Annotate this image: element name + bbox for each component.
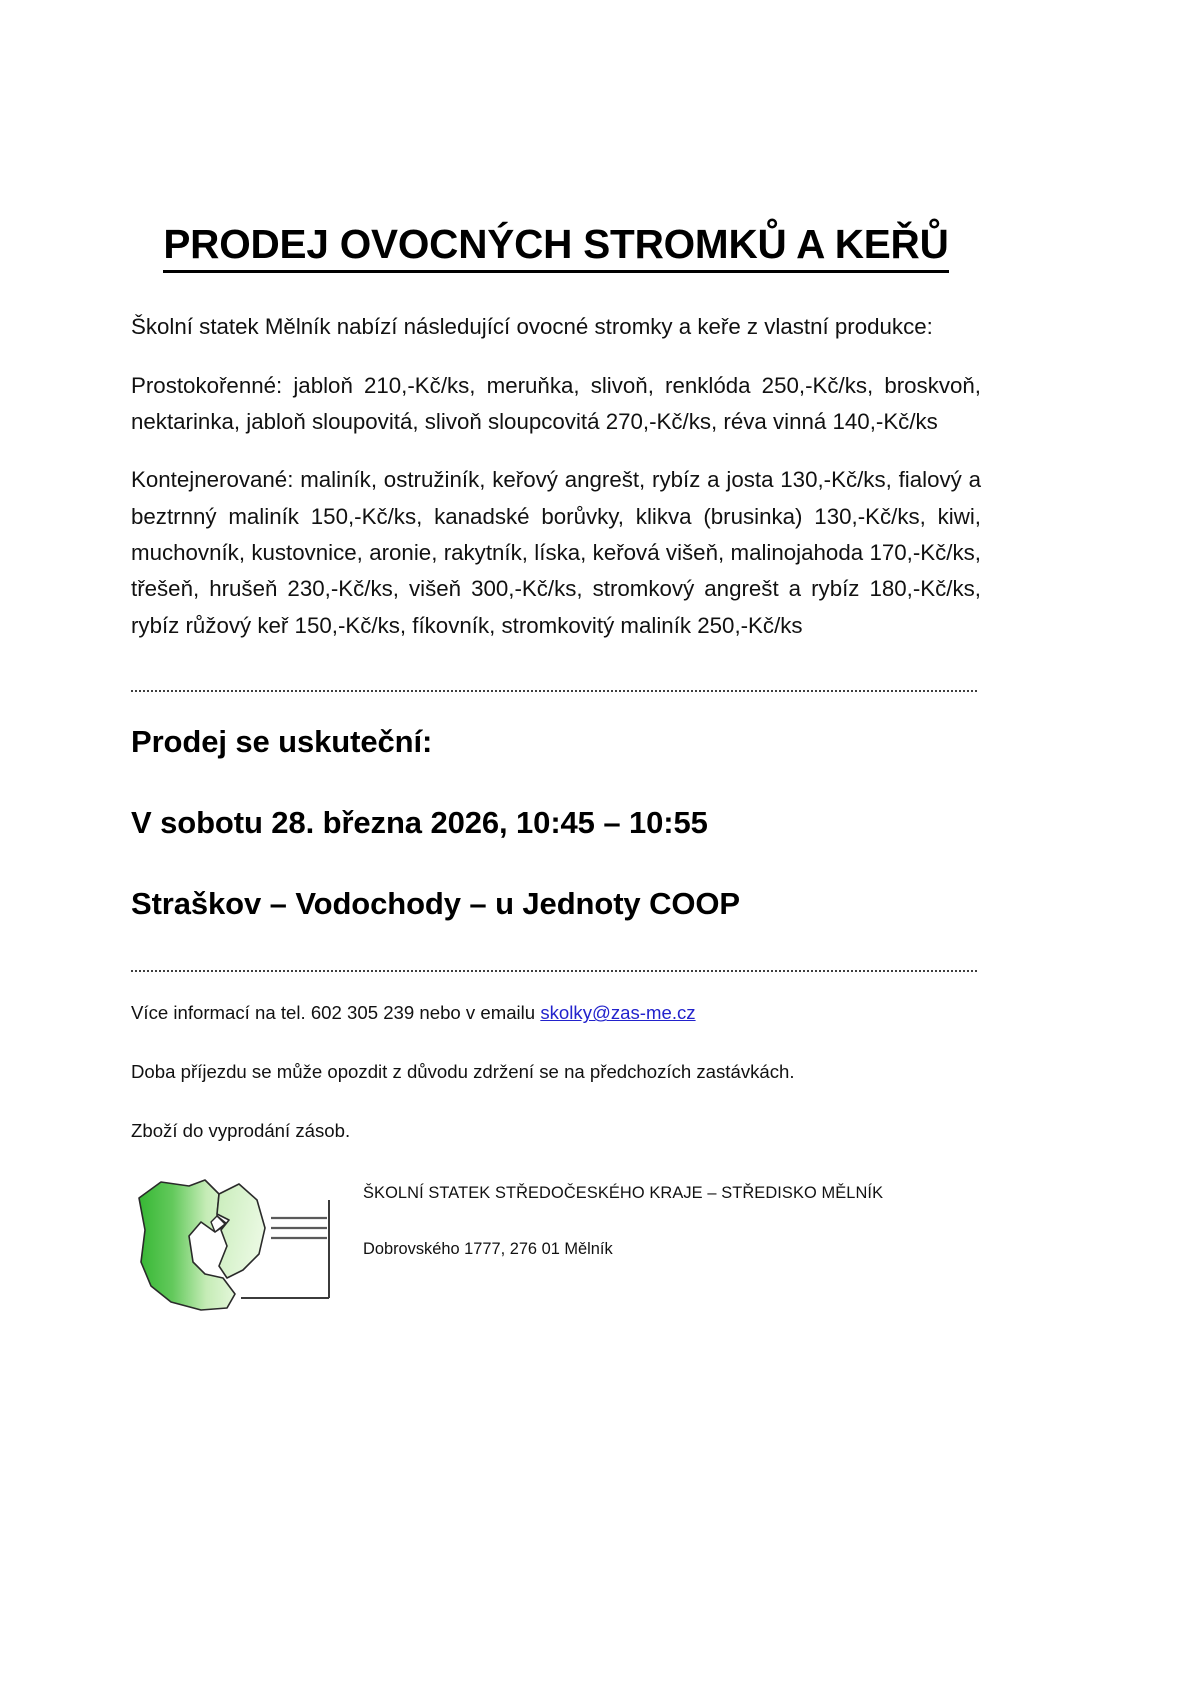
delay-note: Doba příjezdu se může opozdit z důvodu zdržení se na předchozích zastávkách. — [131, 1061, 795, 1083]
sale-heading: Prodej se uskuteční: — [131, 724, 433, 760]
organization-address: Dobrovského 1777, 276 01 Mělník — [363, 1240, 613, 1258]
map-lobe-east — [217, 1184, 265, 1278]
divider-top — [131, 690, 977, 692]
sale-details-block — [131, 723, 981, 923]
intro-paragraph: Školní statek Mělník nabízí následující ovocné stromky a keře z vlastní produkce: — [131, 314, 933, 340]
contact-line — [131, 999, 981, 1027]
email-link[interactable]: skolky@zas-me.cz — [540, 1002, 696, 1024]
letterhead-lines — [271, 1218, 327, 1238]
divider-bottom — [131, 970, 977, 972]
page-title — [131, 0, 981, 273]
organization-logo — [131, 1170, 361, 1320]
sale-date: V sobotu 28. března 2026, 10:45 – 10:55 — [131, 804, 708, 840]
document-content — [131, 0, 981, 1320]
map-shape-icon — [131, 1170, 361, 1320]
bare-root-paragraph: Prostokořenné: jabloň 210,-Kč/ks, meruňka, slivoň, renklóda 250,-Kč/ks, broskvoň, nektarinka, jabloň sloupovitá, slivoň sloupcovitá 270,-Kč/ks, réva vinná 140,-Kč/ks — [131, 372, 981, 435]
sale-location: Straškov – Vodochody – u Jednoty COOP — [131, 885, 740, 921]
stock-note: Zboží do vyprodání zásob. — [131, 1120, 351, 1142]
footer-text — [363, 1182, 963, 1261]
footer-block — [131, 1170, 981, 1320]
page-title-text: PRODEJ OVOCNÝCH STROMKŮ A KEŘŮ — [163, 222, 948, 273]
containerized-paragraph: Kontejnerované: maliník, ostružiník, keřový angrešt, rybíz a josta 130,-Kč/ks, fialový a beztrnný maliník 150,-Kč/ks, kanadské borůvky, klikva (brusinka) 130,-Kč/ks, kiwi, muchovník, kustovnice, aronie, rakytník, líska, keřová višeň, malinojahoda 170,-Kč/ks, třešeň, hrušeň 230,-Kč/ks, višeň 300,-Kč/ks, stromkový angrešt a rybíz 180,-Kč/ks, rybíz růžový keř 150,-Kč/ks, fíkovník, stromkovitý maliník 250,-Kč/ks — [131, 467, 981, 638]
organization-name: ŠKOLNÍ STATEK STŘEDOČESKÉHO KRAJE – STŘEDISKO MĚLNÍK — [363, 1184, 884, 1203]
contact-label: Více informací na tel. 602 305 239 nebo v emailu — [131, 1002, 541, 1024]
